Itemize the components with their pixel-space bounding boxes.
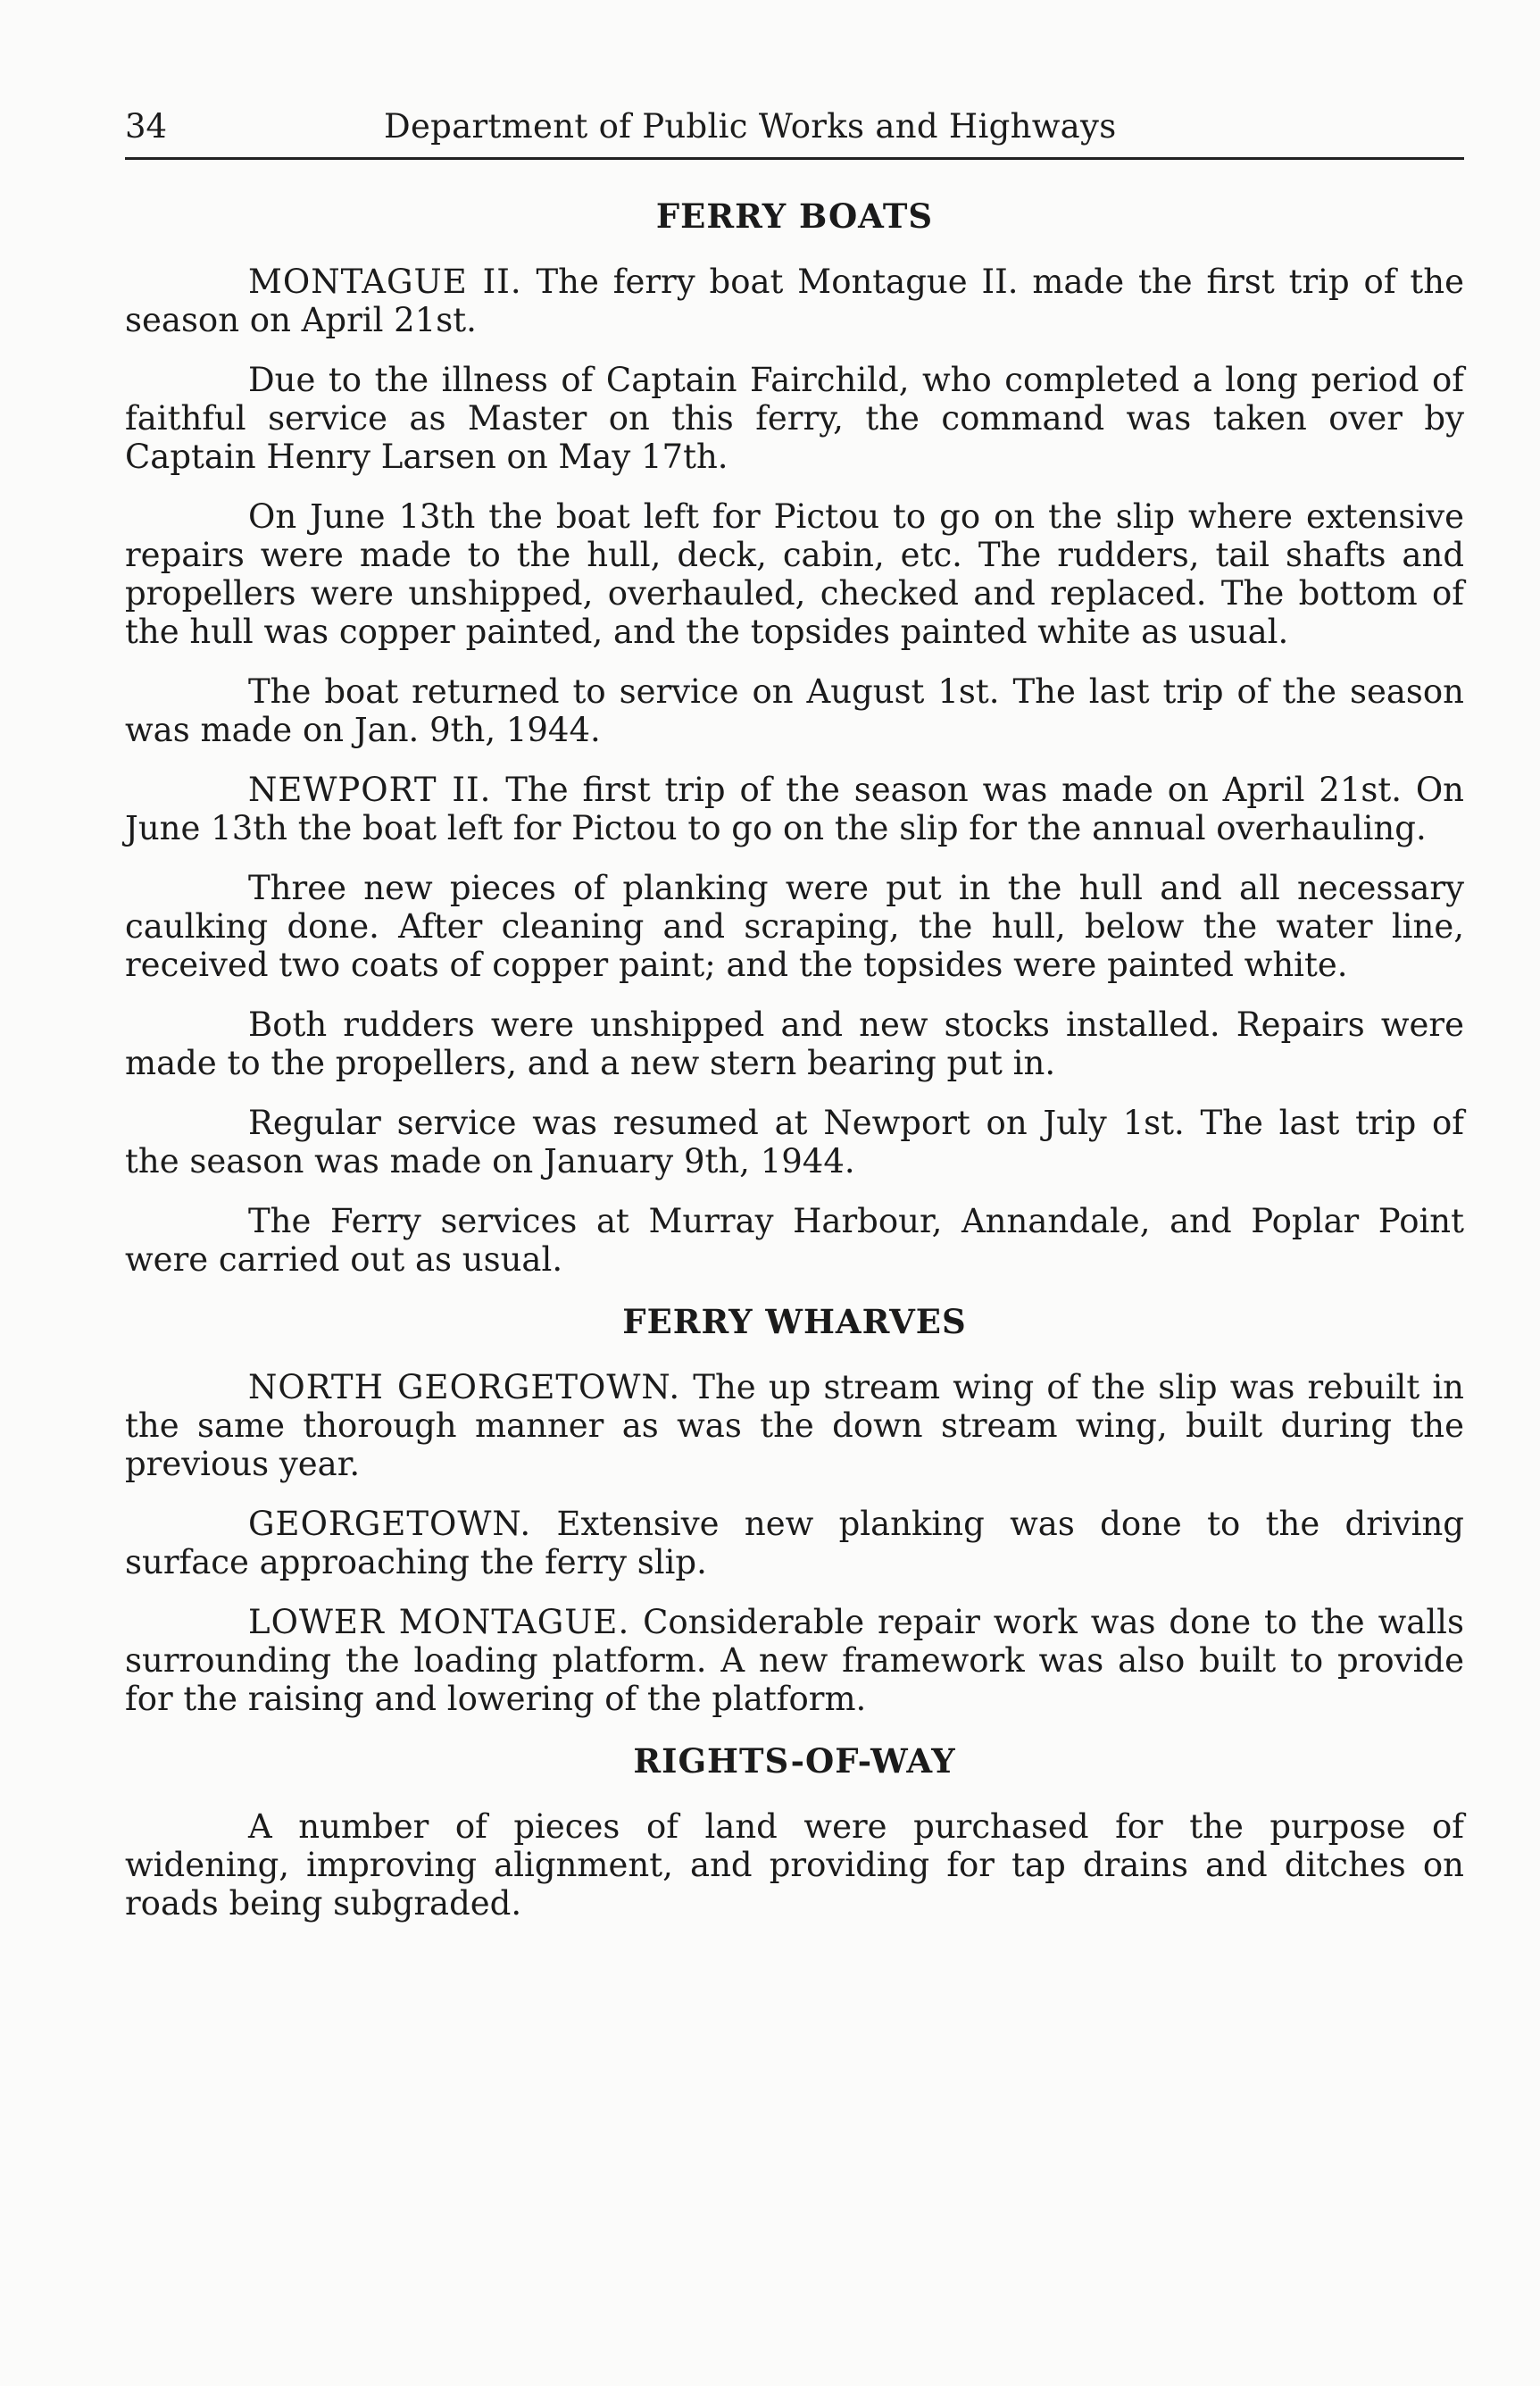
paragraph-text: The boat returned to service on August 1st. The last trip of the season was made on Jan. 9th, 1944. (125, 672, 1464, 749)
paragraph-text: The first trip of the season was made on April 21st. On June 13th the boat left for Pictou to go on the slip for the annual overhauling. (125, 771, 1464, 847)
paragraph (125, 1368, 1464, 1483)
paragraph (125, 771, 1464, 847)
paragraph (125, 1807, 1464, 1923)
paragraph (125, 1104, 1464, 1180)
section-heading: RIGHTS-OF-WAY (633, 1741, 956, 1781)
paragraph (125, 1603, 1464, 1718)
paragraph-text: On June 13th the boat left for Pictou to go on the slip where extensive repairs were made to the hull, deck, cabin, etc. The rudders, tail shafts and propellers were unshipped, overhauled, checked and replaced. The bottom of the hull was copper painted, and the topsides painted white as usual. (125, 497, 1464, 651)
section-heading: FERRY WHARVES (622, 1302, 967, 1341)
paragraph-text: Considerable repair work was done to the walls surrounding the loading platform. A new framework was also built to provide for the raising and lowering of the platform. (125, 1603, 1464, 1718)
paragraph (125, 869, 1464, 984)
running-title: Department of Public Works and Highways (384, 107, 1117, 146)
paragraph-text: The Ferry services at Murray Harbour, Annandale, and Poplar Point were carried out as usual. (125, 1202, 1464, 1279)
paragraph (125, 1202, 1464, 1279)
paragraph-text: Due to the illness of Captain Fairchild, who completed a long period of faithful service as Master on this ferry, the command was taken over by Captain Henry Larsen on May 17th. (125, 361, 1464, 476)
paragraph (125, 672, 1464, 749)
paragraph-text: The ferry boat Montague II. made the first trip of the season on April 21st. (125, 263, 1464, 339)
paragraph-text: Regular service was resumed at Newport on July 1st. The last trip of the season was made on January 9th, 1944. (125, 1104, 1464, 1180)
paragraph (125, 1005, 1464, 1082)
paragraph-text: Three new pieces of planking were put in the hull and all necessary caulking done. After cleaning and scraping, the hull, below the water line, received two coats of copper paint; and the topsides were painted white. (125, 869, 1464, 984)
paragraph-text: Extensive new planking was done to the driving surface approaching the ferry slip. (125, 1505, 1464, 1581)
paragraph-lead: MONTAGUE II. (248, 263, 522, 301)
paragraph-lead: NORTH GEORGETOWN. (248, 1368, 681, 1406)
paragraph-text: The up stream wing of the slip was rebuilt in the same thorough manner as was the down stream wing, built during the previous year. (125, 1368, 1464, 1483)
paragraph-lead: LOWER MONTAGUE. (248, 1603, 630, 1641)
page-number: 34 (125, 107, 168, 146)
page-body (125, 196, 1464, 1923)
paragraph (125, 497, 1464, 651)
paragraph (125, 1505, 1464, 1581)
section-heading: FERRY BOATS (655, 196, 934, 236)
paragraph-text: A number of pieces of land were purchased for the purpose of widening, improving alignment, and providing for tap drains and ditches on roads being subgraded. (125, 1807, 1464, 1923)
page-header (125, 105, 1464, 148)
paragraph (125, 361, 1464, 476)
section-ferry-boats (125, 196, 1464, 1279)
section-ferry-wharves (125, 1302, 1464, 1718)
paragraph-lead: GEORGETOWN. (248, 1505, 532, 1543)
paragraph-lead: NEWPORT II. (248, 771, 492, 809)
section-rights-of-way (125, 1741, 1464, 1923)
paragraph-text: Both rudders were unshipped and new stocks installed. Repairs were made to the propellers, and a new stern bearing put in. (125, 1005, 1464, 1082)
paragraph (125, 263, 1464, 339)
header-rule (125, 157, 1464, 160)
